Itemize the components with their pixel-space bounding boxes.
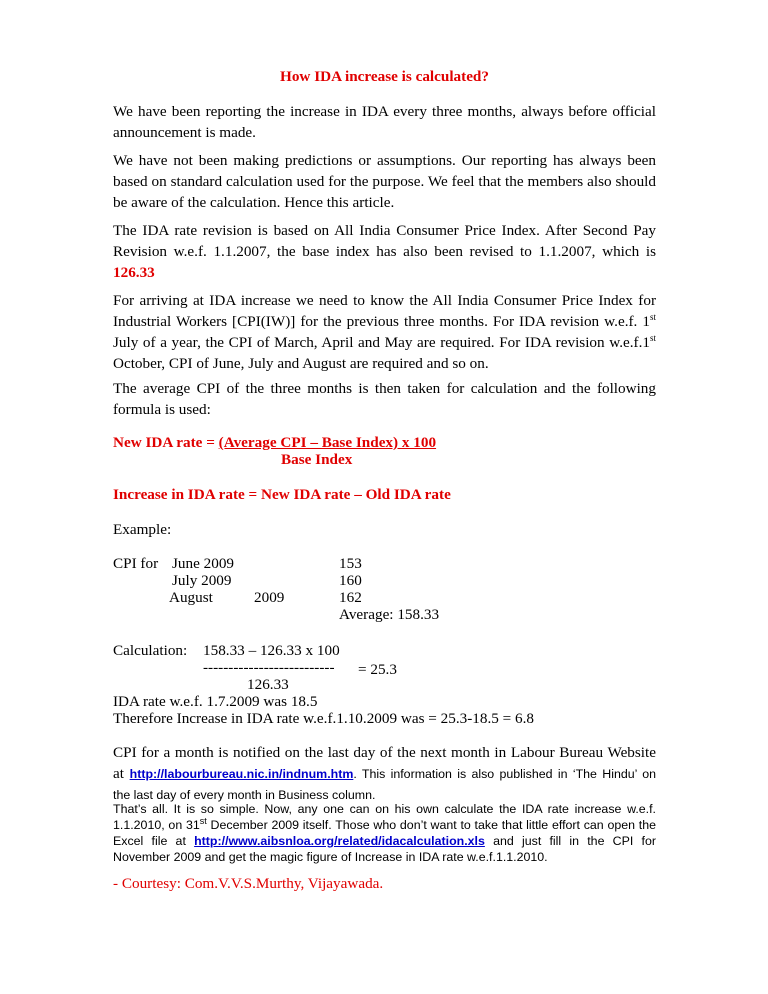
paragraph-cpi-months: For arriving at IDA increase we need to know the All India Consumer Price Index for Industrial Workers [CPI(IW)] for the previous three months. For IDA revision w.e.f. 1st July of a year, the CPI of March, April and May are required. For IDA revision w.e.f.1st October, CPI of June, July and August are required and so on. [113, 292, 656, 372]
courtesy-line: - Courtesy: Com.V.V.S.Murthy, Vijayawada. [113, 875, 384, 892]
base-index-text: The IDA rate revision is based on All India Consumer Price Index. After Second Pay Revision w.e.f. 1.1.2007, the base index has also been revised to 1.1.2007, which is [113, 222, 656, 260]
cpi-month-june: June 2009 [172, 555, 235, 572]
paragraph-base-index [113, 220, 656, 283]
calc-numerator: 158.33 – 126.33 x 100 [203, 642, 340, 659]
labour-bureau-link[interactable]: http://labourbureau.nic.in/indnum.htm [129, 767, 354, 781]
formula-numerator: (Average CPI – Base Index) x 100 [218, 434, 437, 451]
excel-file-link[interactable]: http://www.aibsnloa.org/related/idacalculation.xls [194, 834, 485, 848]
calc-old-rate: IDA rate w.e.f. 1.7.2009 was 18.5 [113, 693, 318, 710]
formula-denominator: Base Index [281, 451, 353, 468]
formula-increase: Increase in IDA rate = New IDA rate – Old IDA rate [113, 486, 451, 503]
paragraph-method: We have not been making predictions or assumptions. Our reporting has always been based on standard calculation used for the purpose. We feel that the members also should be aware of the calculation. Hence this article. [113, 152, 656, 211]
cpi-month-july: July 2009 [172, 572, 232, 589]
calc-label: Calculation: [113, 642, 188, 659]
calc-result: = 25.3 [358, 661, 397, 678]
paragraph-intro: We have been reporting the increase in IDA every three months, always before official announcement is made. [113, 103, 656, 141]
formula-new-ida [113, 432, 436, 453]
cpi-value-june: 153 [339, 555, 362, 572]
page-title: How IDA increase is calculated? [280, 68, 489, 85]
formula-lhs: New IDA rate = [113, 434, 219, 451]
cpi-year-august: 2009 [254, 589, 285, 606]
paragraph-formula-intro: The average CPI of the three months is then taken for calculation and the following formula is used: [113, 380, 656, 418]
cpi-value-august: 162 [339, 589, 362, 606]
calc-increase: Therefore Increase in IDA rate w.e.f.1.10.2009 was = 25.3-18.5 = 6.8 [113, 710, 535, 727]
cpi-label: CPI for [113, 555, 159, 572]
base-index-value: 126.33 [113, 264, 155, 281]
cpi-value-july: 160 [339, 572, 362, 589]
paragraph-cpi-notification: CPI for a month is notified on the last day of the next month in Labour Bureau Website at http://labourbureau.nic.in/indnum.htm. This information is also published in ‘The Hindu’ on the last day of every month in Business column. [113, 744, 657, 802]
cpi-month-august: August [169, 589, 213, 606]
cpi-average: Average: 158.33 [339, 606, 440, 623]
paragraph-conclusion: That’s all. It is so simple. Now, any one can on his own calculate the IDA rate increase w.e.f. 1.1.2010, on 31st December 2009 itself. Those who don’t want to take that little effort can open the Excel file at http://www.aibsnloa.org/related/idacalculation.xls and just fill in the CPI for November 2009 and get the magic figure of Increase in IDA rate w.e.f.1.1.2010. [113, 802, 657, 864]
calc-denominator: 126.33 [247, 676, 289, 693]
example-label: Example: [113, 521, 172, 538]
calc-divider: -------------------------- [203, 659, 335, 676]
